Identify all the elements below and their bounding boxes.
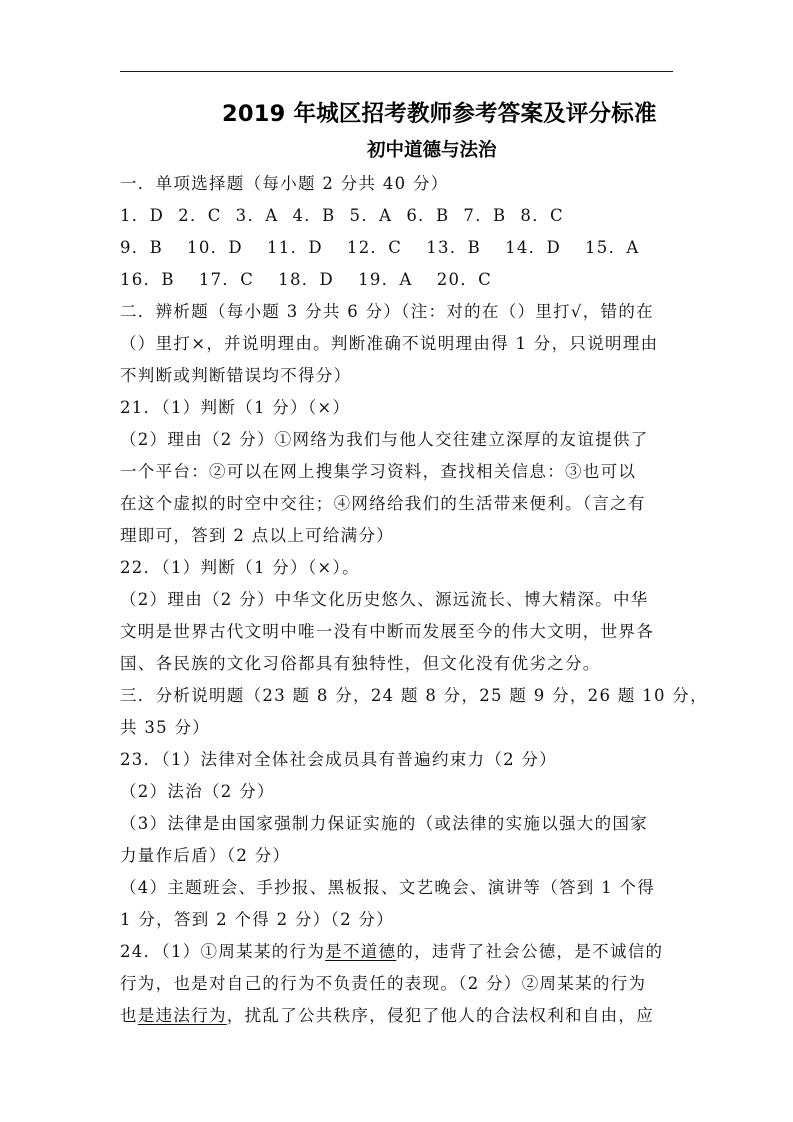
q21-part2-line: 理即可，答到 2 点以上可给满分） (120, 526, 395, 545)
answer-item: 17．C (198, 270, 255, 289)
answer-item: 3．A (235, 206, 279, 225)
q22-part1: 22．（1）判断（1 分）（×）。 (120, 558, 360, 577)
answer-item: 12．C (346, 238, 403, 257)
q24-underlined-text: 是违法行为 (137, 1006, 227, 1025)
q24-line-2: 行为，也是对自己的行为不负责任的表现。（2 分）②周某某的行为 (120, 974, 647, 993)
q23-line: 力量作后盾）（2 分） (120, 846, 291, 865)
section1-heading: 一．单项选择题（每小题 2 分共 40 分） (120, 174, 449, 193)
q21-part1: 21．（1）判断（1 分）（×） (120, 398, 351, 417)
answer-item: 15．A (585, 238, 640, 257)
q21-part2-line: （2）理由（2 分）①网络为我们与他人交往建立深厚的友谊提供了 (120, 430, 649, 449)
q23-line: （2）法治（2 分） (120, 782, 275, 801)
answer-item: 6．B (406, 206, 450, 225)
q24-text: 的，违背了社会公德，是不诚信的 (396, 942, 664, 961)
answer-item: 14．D (505, 238, 561, 257)
answer-item: 9．B (120, 238, 164, 257)
section2-heading-line: 二．辨析题（每小题 3 分共 6 分）（注：对的在（）里打√，错的在 (120, 302, 654, 321)
section3-heading-line: 共 35 分） (120, 718, 211, 737)
document-body (120, 168, 708, 1032)
q24-text: ，扰乱了公共秩序，侵犯了他人的合法权利和自由，应 (226, 1006, 655, 1025)
answer-item: 11．D (266, 238, 323, 257)
q24-text: 24．（1）①周某某的行为 (120, 942, 326, 961)
answer-item: 2．C (178, 206, 222, 225)
q23-line: 1 分，答到 2 个得 2 分）（2 分） (120, 910, 395, 929)
answer-item: 1．D (120, 206, 165, 225)
q23-line: （3）法律是由国家强制力保证实施的（或法律的实施以强大的国家 (120, 814, 648, 833)
q23-line: 23．（1）法律对全体社会成员具有普遍约束力（2 分） (120, 750, 558, 769)
answer-item: 7．B (463, 206, 507, 225)
answer-item: 10．D (187, 238, 243, 257)
answer-item: 18．D (278, 270, 335, 289)
answer-item: 16．B (120, 270, 175, 289)
header-rule (120, 71, 673, 72)
q24-text: 也 (120, 1006, 138, 1025)
section2-heading-line: 不判断或判断错误均不得分） (120, 366, 352, 385)
q21-part2-line: 在这个虚拟的时空中交往；④网络给我们的生活带来便利。（言之有 (120, 494, 646, 513)
answer-item: 5．A (349, 206, 393, 225)
document-title: 2019 年城区招考教师参考答案及评分标准 (222, 101, 657, 127)
q23-line: （4）主题班会、手抄报、黑板报、文艺晚会、演讲等（答到 1 个得 (120, 878, 656, 897)
q24-line-1 (120, 936, 680, 968)
section3-heading-line: 三．分析说明题（23 题 8 分，24 题 8 分，25 题 9 分，26 题 10 分， (120, 686, 708, 705)
q22-part2-line: （2）理由（2 分）中华文化历史悠久、源远流长、博大精深。中华 (120, 590, 649, 609)
q22-part2-line: 国、各民族的文化习俗都具有独特性，但文化没有优劣之分。 (120, 654, 601, 673)
answer-item: 13．B (426, 238, 482, 257)
q22-part2-line: 文明是世界古代文明中唯一没有中断而发展至今的伟大文明，世界各 (120, 622, 654, 641)
answers-row-3 (120, 264, 680, 296)
q21-part2-line: 一个平台：②可以在网上搜集学习资料，查找相关信息：③也可以 (120, 462, 637, 481)
answers-row-2 (120, 232, 680, 264)
q24-underlined-text: 是不道德 (325, 942, 397, 961)
q24-line-3 (120, 1000, 680, 1032)
document-subtitle: 初中道德与法治 (367, 140, 497, 161)
answer-item: 20．C (436, 270, 493, 289)
answer-item: 8．C (520, 206, 564, 225)
answers-row-1 (120, 200, 680, 232)
section2-heading-line: （）里打×，并说明理由。判断准确不说明理由得 1 分，只说明理由 (120, 334, 659, 353)
answer-item: 19．A (358, 270, 413, 289)
answer-item: 4．B (292, 206, 336, 225)
